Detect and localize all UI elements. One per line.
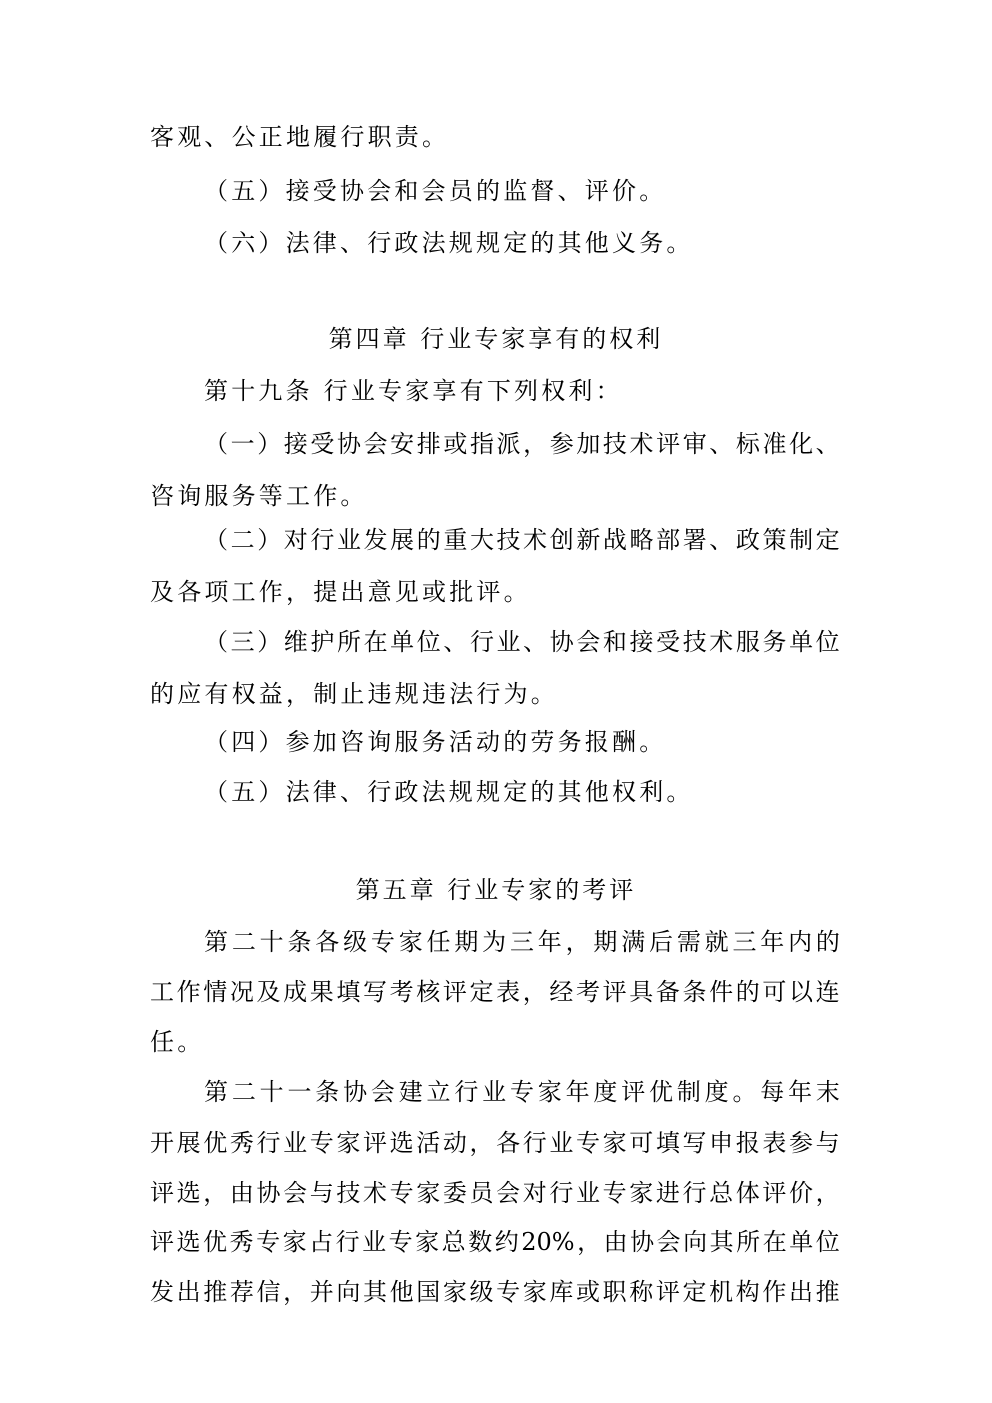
right-item-3: （ 三 ） 维 护 所 在 单 位 、 行 业 、 协 会 和 接 受 技 术 服 务 单 位 (204, 628, 840, 656)
right-item-2: （ 二 ） 对 行 业 发 展 的 重 大 技 术 创 新 战 略 部 署 、 政 策 制 定 (204, 526, 840, 554)
article-20-cont-1: 工 作 情 况 及 成 果 填 写 考 核 评 定 表 ， 经 考 评 具 备 条 件 的 可 以 连 (150, 978, 840, 1006)
article-21-cont-1: 开 展 优 秀 行 业 专 家 评 选 活 动 ， 各 行 业 专 家 可 填 写 申 报 表 参 与 (150, 1129, 840, 1157)
article-21-cont-3: 评 选 优 秀 专 家 占 行 业 专 家 总 数 约 20% ， 由 协 会 向 其 所 在 单 位 (150, 1228, 840, 1256)
right-item-1-cont: 咨询服务等工作。 (150, 482, 368, 510)
article-20: 第 二 十 条 各 级 专 家 任 期 为 三 年 ， 期 满 后 需 就 三 年 内 的 (204, 928, 840, 956)
duty-item-5: （五）接受协会和会员的监督、评价。 (204, 177, 667, 205)
duty-item-6: （六）法律、行政法规规定的其他义务。 (204, 229, 694, 257)
right-item-4: （四）参加咨询服务活动的劳务报酬。 (204, 728, 667, 756)
right-item-1: （ 一 ） 接 受 协 会 安 排 或 指 派 ， 参 加 技 术 评 审 、 标 准 化 、 (204, 430, 840, 458)
right-item-5: （五）法律、行政法规规定的其他权利。 (204, 778, 694, 806)
chapter-4-heading: 第四章 行业专家享有的权利 (328, 325, 664, 353)
chapter-5-heading: 第五章 行业专家的考评 (355, 876, 637, 904)
right-item-2-cont: 及各项工作，提出意见或批评。 (150, 578, 531, 606)
article-19: 第十九条 行业专家享有下列权利： (204, 377, 623, 405)
article-20-cont-2: 任。 (150, 1028, 205, 1056)
text-line-continuation: 客观、公正地履行职责。 (150, 123, 450, 151)
right-item-3-cont: 的应有权益，制止违规违法行为。 (150, 680, 558, 708)
article-21-cont-4: 发 出 推 荐 信 ， 并 向 其 他 国 家 级 专 家 库 或 职 称 评 定 机 构 作 出 推 (150, 1278, 840, 1306)
article-21-cont-2: 评 选 ， 由 协 会 与 技 术 专 家 委 员 会 对 行 业 专 家 进 行 总 体 评 价 ， (150, 1179, 840, 1207)
article-21: 第 二 十 一 条 协 会 建 立 行 业 专 家 年 度 评 优 制 度 。 每 年 末 (204, 1078, 840, 1106)
